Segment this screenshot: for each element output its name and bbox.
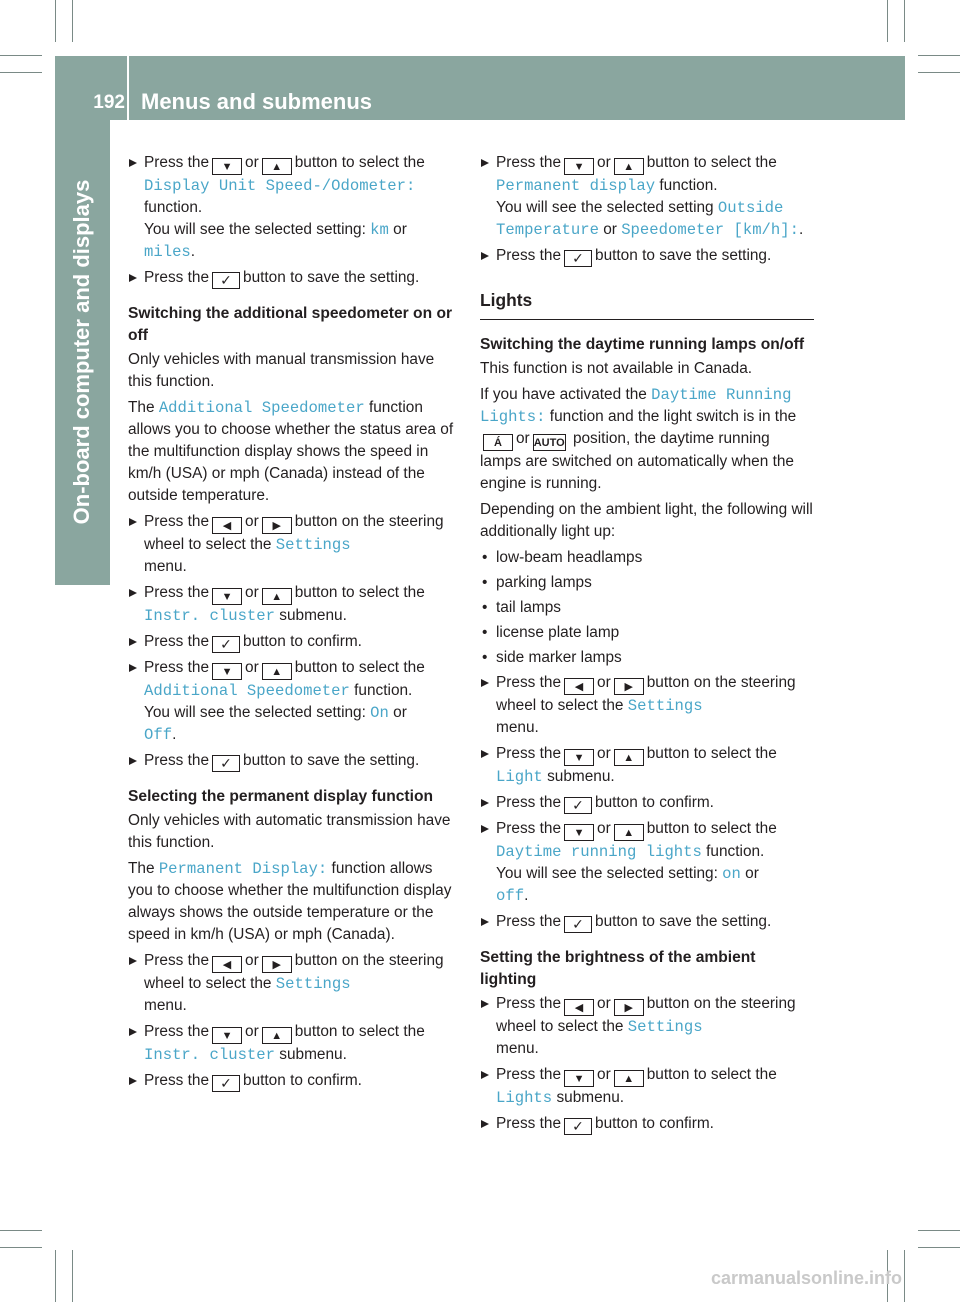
crop-mark: [904, 0, 905, 42]
crop-mark: [904, 1250, 905, 1302]
down-key-icon: ▼: [212, 158, 242, 175]
setting-miles: miles: [144, 243, 191, 261]
menu-item-daytime-running-lights: Daytime running lights: [496, 843, 702, 861]
step: Press the ▼ or ▲ button to select the Additional Speedometer function. You will see the selected setting: On or Off.: [128, 657, 460, 746]
step: Press the ▼ or ▲ button to select the Lights submenu.: [480, 1064, 814, 1109]
menu-item-display-unit: Display Unit Speed-/Odometer:: [144, 177, 416, 195]
down-key-icon: ▼: [212, 1027, 242, 1044]
left-column: [128, 152, 460, 1096]
header-divider: [127, 56, 129, 120]
list-item: • license plate lamp: [480, 622, 814, 644]
left-key-icon: ◀: [564, 678, 594, 695]
step: Press the ✓ button to save the setting.: [128, 267, 460, 289]
step: Press the ✓ button to confirm.: [480, 1113, 814, 1135]
step: Press the ▼ or ▲ button to select the Instr. cluster submenu.: [128, 582, 460, 627]
paragraph: The Permanent Display: function allows you to choose whether the multifunction display always shows the outside temperature or the speed in km/h (USA) or mph (Canada).: [128, 860, 452, 943]
crop-mark: [0, 55, 42, 56]
lights-heading: Lights: [480, 289, 814, 320]
page-number: 192: [93, 92, 125, 113]
up-key-icon: ▲: [614, 749, 644, 766]
step: Press the ▼ or ▲ button to select the Daytime running lights function. You will see the selected setting: on or off.: [480, 818, 814, 907]
down-key-icon: ▼: [212, 588, 242, 605]
step: Press the ✓ button to save the setting.: [480, 245, 814, 267]
left-key-icon: ◀: [212, 956, 242, 973]
list-item: • side marker lamps: [480, 647, 814, 669]
paragraph: This function is not available in Canada.: [480, 360, 753, 377]
up-key-icon: ▲: [262, 158, 292, 175]
subheading: Selecting the permanent display function: [128, 788, 433, 805]
menu-instr-cluster: Instr. cluster: [144, 607, 276, 625]
section-title: Menus and submenus: [141, 89, 373, 114]
setting-off: off: [496, 887, 525, 905]
list-item: • tail lamps: [480, 597, 814, 619]
menu-settings: Settings: [627, 1018, 703, 1036]
down-key-icon: ▼: [564, 1070, 594, 1087]
watermark: carmanualsonline.info: [710, 1268, 902, 1288]
ok-key-icon: ✓: [212, 1075, 240, 1092]
step: Press the ▼ or ▲ button to select the Light submenu.: [480, 743, 814, 788]
down-key-icon: ▼: [564, 158, 594, 175]
crop-mark: [918, 1247, 960, 1248]
paragraph: If you have activated the Daytime Running Lights: function and the light switch is in the Á or AUTO position, the daytime running lamps are switched on automatically when the engine is running.: [480, 386, 797, 492]
down-key-icon: ▼: [212, 663, 242, 680]
crop-mark: [918, 72, 960, 73]
menu-settings: Settings: [627, 697, 703, 715]
step: Press the ✓ button to confirm.: [480, 792, 814, 814]
setting-on: on: [722, 865, 741, 883]
crop-mark: [72, 0, 73, 42]
step: Press the ✓ button to save the setting.: [128, 750, 460, 772]
step: Press the ▼ or ▲ button to select the Permanent display function. You will see the selected setting Outside Temperature or Speedometer [km/h]:.: [480, 152, 814, 241]
side-tab-title: On-board computer and displays: [69, 179, 94, 525]
menu-item-permanent-display: Permanent display: [496, 177, 656, 195]
right-column: [480, 152, 814, 1139]
menu-settings: Settings: [275, 536, 351, 554]
step: Press the ✓ button to confirm.: [128, 1070, 460, 1092]
subheading: Switching the additional speedometer on or off: [128, 305, 453, 344]
up-key-icon: ▲: [262, 588, 292, 605]
menu-item-additional-speedometer: Additional Speedometer: [144, 682, 350, 700]
menu-item-permanent-display: Permanent Display:: [158, 860, 328, 878]
crop-mark: [918, 55, 960, 56]
up-key-icon: ▲: [614, 158, 644, 175]
crop-mark: [55, 1250, 56, 1302]
menu-item-additional-speedometer: Additional Speedometer: [158, 399, 365, 417]
auto-light-icon: AUTO: [533, 434, 566, 451]
setting-outside-temperature: Outside Temperature: [496, 199, 784, 239]
step: Press the ◀ or ▶ button on the steering wheel to select the Settings menu.: [128, 950, 460, 1017]
step: Press the ◀ or ▶ button on the steering wheel to select the Settings menu.: [128, 511, 460, 578]
setting-speedometer: Speedometer [km/h]:: [621, 221, 799, 239]
crop-mark: [0, 72, 42, 73]
up-key-icon: ▲: [614, 1070, 644, 1087]
ok-key-icon: ✓: [564, 1118, 592, 1135]
crop-mark: [887, 0, 888, 42]
subheading: Setting the brightness of the ambient lighting: [480, 949, 756, 988]
down-key-icon: ▼: [564, 824, 594, 841]
ok-key-icon: ✓: [564, 250, 592, 267]
left-key-icon: ◀: [212, 517, 242, 534]
setting-km: km: [370, 221, 389, 239]
step: Press the ✓ button to save the setting.: [480, 911, 814, 933]
ok-key-icon: ✓: [564, 916, 592, 933]
paragraph: The Additional Speedometer function allows you to choose whether the status area of the multifunction display shows the speed in km/h (USA) or mph (Canada) instead of the outside temperature.: [128, 399, 454, 504]
down-key-icon: ▼: [564, 749, 594, 766]
paragraph: Depending on the ambient light, the following will additionally light up:: [480, 501, 813, 540]
menu-instr-cluster: Instr. cluster: [144, 1046, 276, 1064]
crop-mark: [72, 1250, 73, 1302]
menu-lights: Lights: [496, 1089, 553, 1107]
list-item: • parking lamps: [480, 572, 814, 594]
up-key-icon: ▲: [262, 663, 292, 680]
ok-key-icon: ✓: [212, 272, 240, 289]
crop-mark: [0, 1247, 42, 1248]
menu-settings: Settings: [275, 975, 351, 993]
right-key-icon: ▶: [614, 999, 644, 1016]
subheading: Switching the daytime running lamps on/off: [480, 336, 805, 353]
paragraph: Only vehicles with manual transmission have this function.: [128, 351, 435, 390]
step: Press the ◀ or ▶ button on the steering wheel to select the Settings menu.: [480, 672, 814, 739]
headlamp-switch-icon: Á: [483, 434, 513, 451]
ok-key-icon: ✓: [564, 797, 592, 814]
step: Press the ✓ button to confirm.: [128, 631, 460, 653]
left-key-icon: ◀: [564, 999, 594, 1016]
crop-mark: [918, 1230, 960, 1231]
ok-key-icon: ✓: [212, 755, 240, 772]
ok-key-icon: ✓: [212, 636, 240, 653]
right-key-icon: ▶: [262, 517, 292, 534]
menu-light: Light: [496, 768, 543, 786]
paragraph: Only vehicles with automatic transmission have this function.: [128, 812, 451, 851]
step: Press the ▼ or ▲ button to select the Instr. cluster submenu.: [128, 1021, 460, 1066]
right-key-icon: ▶: [262, 956, 292, 973]
menu-item-daytime-running-lights: Daytime Running Lights:: [480, 386, 792, 426]
up-key-icon: ▲: [262, 1027, 292, 1044]
up-key-icon: ▲: [614, 824, 644, 841]
setting-off: Off: [144, 726, 173, 744]
crop-mark: [0, 1230, 42, 1231]
step: Press the ◀ or ▶ button on the steering wheel to select the Settings menu.: [480, 993, 814, 1060]
setting-on: On: [370, 704, 389, 722]
step: Press the ▼ or ▲ button to select the Display Unit Speed-/Odometer: function. You will see the selected setting: km or miles.: [128, 152, 460, 263]
list-item: • low-beam headlamps: [480, 547, 814, 569]
crop-mark: [55, 0, 56, 42]
right-key-icon: ▶: [614, 678, 644, 695]
